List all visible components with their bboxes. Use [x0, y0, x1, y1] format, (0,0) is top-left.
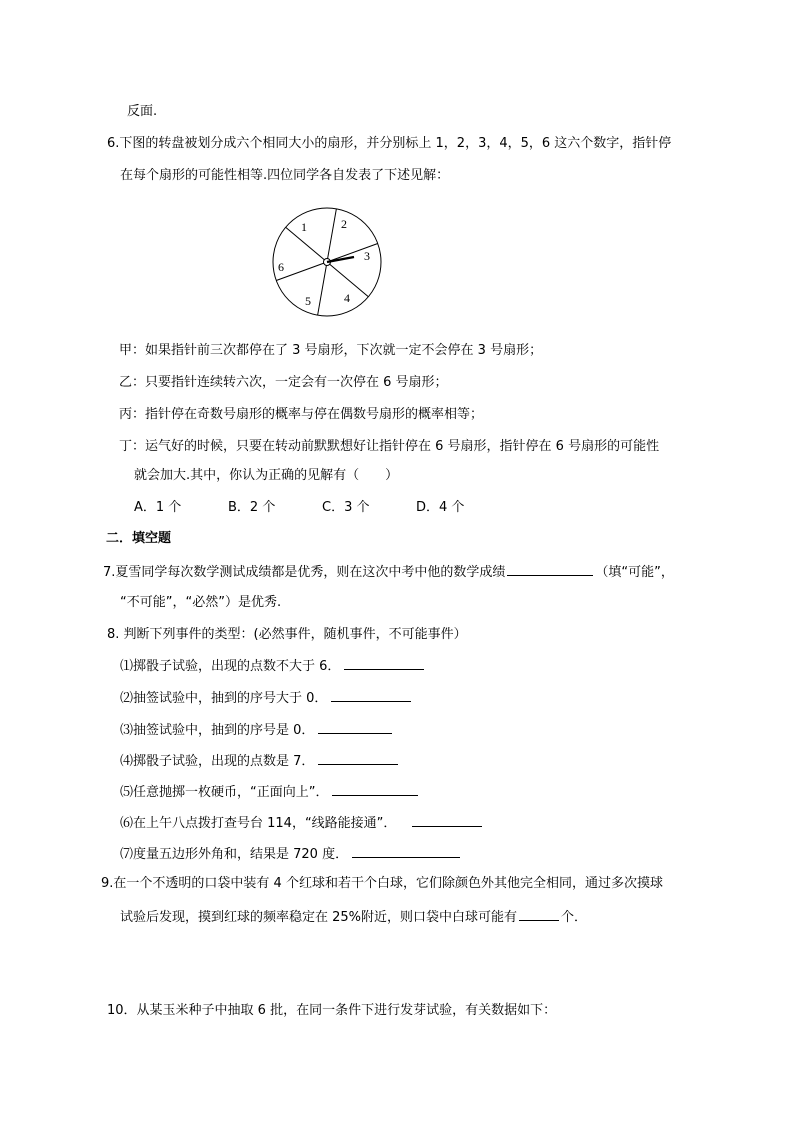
q8-blank-5[interactable] — [332, 783, 418, 796]
q8-item-text: ⑴掷骰子试验，出现的点数不大于 6． — [120, 659, 341, 674]
q9-text-b: 个． — [561, 910, 588, 925]
q7-text-a: 7.夏雪同学每次数学测试成绩都是优秀，则在这次中考中他的数学成绩 — [103, 565, 506, 580]
q8-blank-7[interactable] — [352, 845, 460, 858]
q6-opinion-4-cont: 就会加大.其中，你认为正确的见解有（ ） — [134, 468, 399, 483]
sector-label-5: 5 — [305, 294, 311, 308]
q6-opinion-4: 丁：运气好的时候，只要在转动前默默想好让指针停在 6 号扇形，指针停在 6 号扇形的可能性 — [119, 439, 660, 454]
spinner-spoke — [318, 262, 327, 315]
q6-option-a[interactable]: A．1 个 — [134, 500, 182, 515]
q8-item-5 — [120, 783, 418, 801]
q6-option-c[interactable]: C．3 个 — [322, 500, 370, 515]
spinner-diagram — [270, 204, 386, 320]
sector-label-2: 2 — [341, 217, 347, 231]
sector-label-6: 6 — [278, 260, 284, 274]
q8-item-4 — [120, 752, 398, 770]
q6-opinion-2: 乙：只要指针连续转六次，一定会有一次停在 6 号扇形； — [119, 375, 448, 390]
q8-blank-2[interactable] — [331, 689, 411, 702]
q8-item-text: ⑵抽签试验中，抽到的序号大于 0． — [120, 691, 328, 706]
previous-question-tail: 反面. — [127, 104, 158, 119]
q6-opinion-3: 丙：指针停在奇数号扇形的概率与停在偶数号扇形的概率相等； — [119, 407, 484, 422]
q6-opinion-1: 甲：如果指针前三次都停在了 3 号扇形，下次就一定不会停在 3 号扇形； — [119, 343, 543, 358]
q8-blank-6[interactable] — [412, 814, 482, 827]
q7-line2: “不可能”，“必然”）是优秀. — [120, 595, 282, 610]
spinner-pointer — [327, 257, 354, 262]
q6-option-b[interactable]: B．2 个 — [228, 500, 276, 515]
q8-item-text: ⑶抽签试验中，抽到的序号是 0． — [120, 723, 315, 738]
q10-line1: 10．从某玉米种子中抽取 6 批，在同一条件下进行发芽试验，有关数据如下： — [107, 1003, 557, 1018]
q8-item-text: ⑺度量五边形外角和，结果是 720 度． — [120, 847, 349, 862]
section-title-fill-in: 二．填空题 — [106, 531, 172, 546]
q9-line1: 9.在一个不透明的口袋中装有 4 个红球和若干个白球，它们除颜色外其他完全相同，通过多次摸球 — [101, 876, 663, 891]
q8-blank-4[interactable] — [318, 752, 398, 765]
q8-item-6 — [120, 814, 482, 832]
q9-line2 — [120, 908, 587, 926]
q6-stem-line2: 在每个扇形的可能性相等.四位同学各自发表了下述见解： — [120, 168, 450, 183]
q7-line1 — [103, 563, 674, 581]
q9-text-a: 试验后发现，摸到红球的频率稳定在 25%附近，则口袋中白球可能有 — [120, 910, 518, 925]
spinner-spoke — [327, 209, 336, 262]
q6-stem-line1: 6.下图的转盘被划分成六个相同大小的扇形，并分别标上 1，2，3，4，5，6 这六个数字，指针停 — [107, 136, 672, 151]
q8-stem: 8. 判断下列事件的类型：(必然事件，随机事件，不可能事件） — [107, 627, 467, 642]
q8-item-3 — [120, 721, 392, 739]
q8-item-text: ⑷掷骰子试验，出现的点数是 7． — [120, 754, 315, 769]
sector-label-1: 1 — [301, 220, 307, 234]
q9-answer-blank[interactable] — [519, 908, 559, 921]
q8-item-text: ⑹在上午八点拨打查号台 114，“线路能接通”． — [120, 816, 397, 831]
q7-answer-blank[interactable] — [507, 563, 593, 576]
spinner-spoke — [327, 244, 378, 262]
q8-item-2 — [120, 689, 411, 707]
q8-blank-1[interactable] — [344, 657, 424, 670]
q8-item-7 — [120, 845, 460, 863]
q8-item-1 — [120, 657, 424, 675]
sector-label-3: 3 — [364, 249, 370, 263]
q8-blank-3[interactable] — [318, 721, 392, 734]
q6-option-d[interactable]: D．4 个 — [416, 500, 465, 515]
q8-item-text: ⑸任意抛掷一枚硬币，“正面向上”． — [120, 785, 329, 800]
sector-label-4: 4 — [344, 291, 350, 305]
q7-text-b: （填“可能”， — [595, 565, 674, 580]
